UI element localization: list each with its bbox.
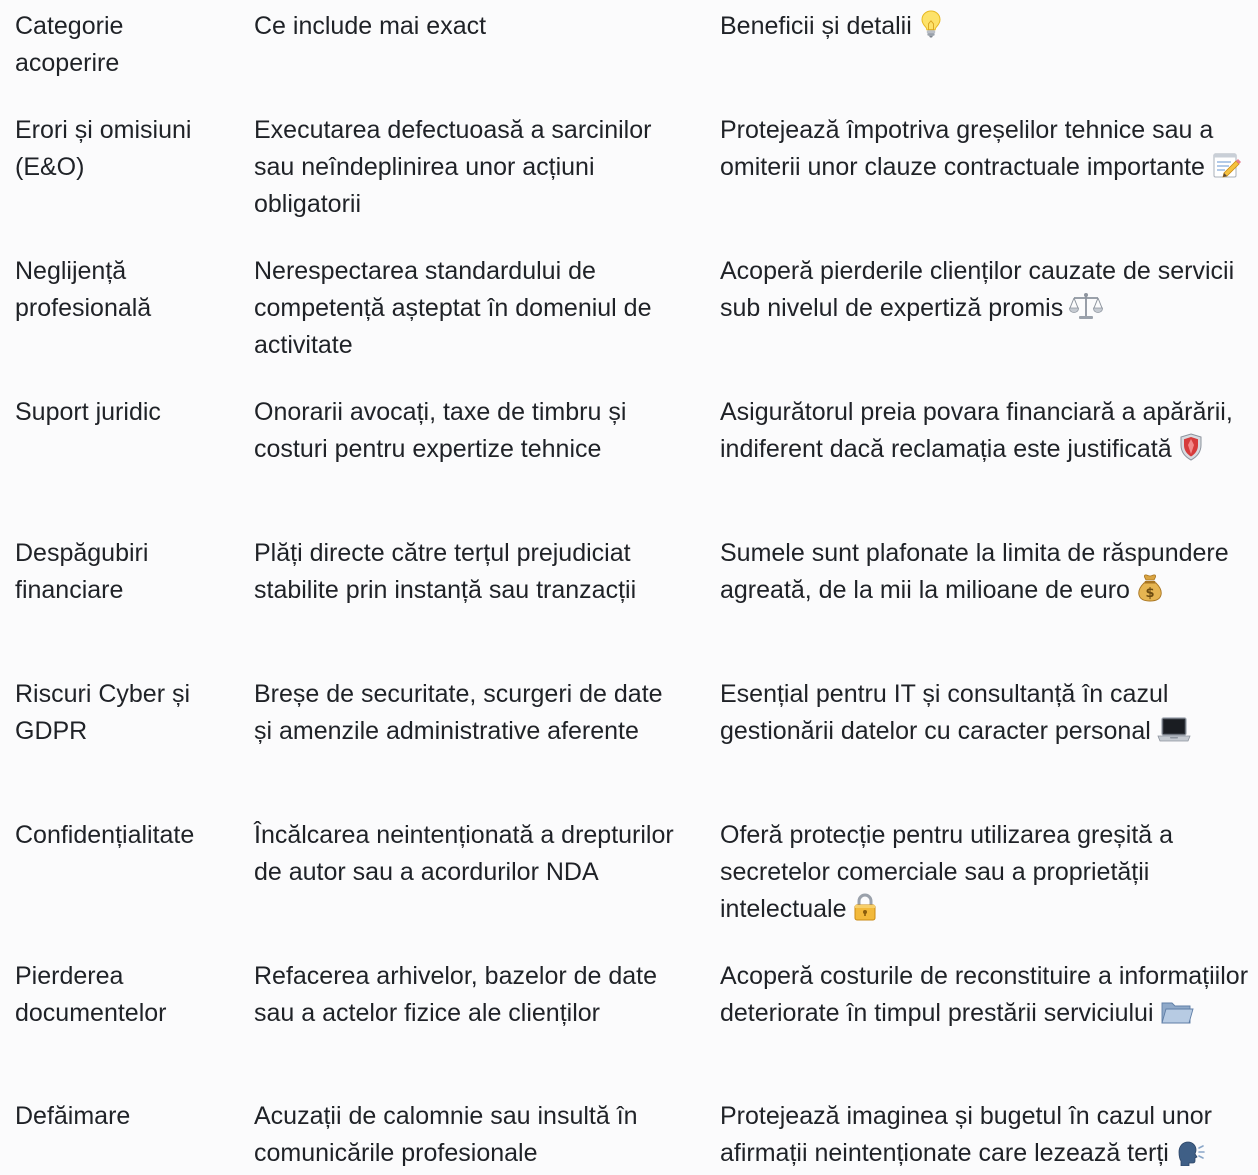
row-includes: Nerespectarea standardului de competență așteptat în domeniul de activitate <box>254 257 652 359</box>
money-bag-icon <box>1136 573 1164 603</box>
header-benefits <box>720 8 1252 45</box>
row-category: Defăimare <box>15 1102 131 1130</box>
row-category: Suport juridic <box>15 398 161 426</box>
header-category: Categorie acoperire <box>15 12 124 77</box>
row-benefits <box>720 817 1252 928</box>
memo-icon <box>1211 150 1241 180</box>
row-benefits <box>720 112 1252 186</box>
row-category: Neglijență profesională <box>15 257 152 322</box>
row-benefits <box>720 1098 1252 1172</box>
row-includes: Plăți directe către terțul prejudiciat stabilite prin instanță sau tranzacții <box>254 539 637 604</box>
row-category: Pierderea documentelor <box>15 962 167 1027</box>
row-benefits <box>720 535 1252 609</box>
row-benefits <box>720 394 1252 468</box>
row-benefits <box>720 958 1252 1032</box>
speaking-head-icon <box>1175 1138 1205 1166</box>
row-benefits-text: Esențial pentru IT și consultanță în cazul gestionării datelor cu caracter personal <box>720 680 1169 745</box>
svg-text:$: $ <box>1145 586 1155 601</box>
laptop-icon <box>1157 716 1191 744</box>
row-category: Riscuri Cyber și GDPR <box>15 680 191 745</box>
row-benefits-text: Sumele sunt plafonate la limita de răspundere agreată, de la mii la milioane de euro <box>720 539 1229 604</box>
row-includes: Refacerea arhivelor, bazelor de date sau a actelor fizice ale clienților <box>254 962 658 1027</box>
row-includes: Breșe de securitate, scurgeri de date și amenzile administrative aferente <box>254 680 663 745</box>
row-includes: Onorarii avocați, taxe de timbru și costuri pentru expertize tehnice <box>254 398 627 463</box>
row-includes: Acuzații de calomnie sau insultă în comunicările profesionale <box>254 1102 638 1167</box>
row-category: Confidențialitate <box>15 821 195 849</box>
row-benefits <box>720 676 1252 750</box>
folder-icon <box>1160 998 1194 1026</box>
lock-icon <box>852 892 878 922</box>
balance-scale-icon <box>1069 291 1103 321</box>
light-bulb-icon <box>918 9 944 39</box>
row-benefits-text: Acoperă costurile de reconstituire a informațiilor deteriorate în timpul prestării serviciului <box>720 962 1249 1027</box>
header-benefits-label: Beneficii și detalii <box>720 12 912 40</box>
row-benefits-text: Protejează imaginea și bugetul în cazul unor afirmații neintenționate care lezează terți <box>720 1102 1212 1167</box>
shield-icon <box>1178 432 1204 462</box>
row-benefits-text: Oferă protecție pentru utilizarea greșită a secretelor comerciale sau a proprietății intelectuale <box>720 821 1174 923</box>
row-benefits <box>720 253 1252 327</box>
header-includes: Ce include mai exact <box>254 12 487 40</box>
row-category: Despăgubiri financiare <box>15 539 149 604</box>
row-benefits-text: Protejează împotriva greșelilor tehnice sau a omiterii unor clauze contractuale importante <box>720 116 1214 181</box>
row-category: Erori și omisiuni (E&O) <box>15 116 192 181</box>
row-benefits-text: Asigurătorul preia povara financiară a apărării, indiferent dacă reclamația este justificată <box>720 398 1233 463</box>
row-includes: Încălcarea neintenționată a drepturilor de autor sau a acordurilor NDA <box>254 821 674 886</box>
row-benefits-text: Acoperă pierderile clienților cauzate de servicii sub nivelul de expertiză promis <box>720 257 1235 322</box>
row-includes: Executarea defectuoasă a sarcinilor sau neîndeplinirea unor acțiuni obligatorii <box>254 116 652 218</box>
